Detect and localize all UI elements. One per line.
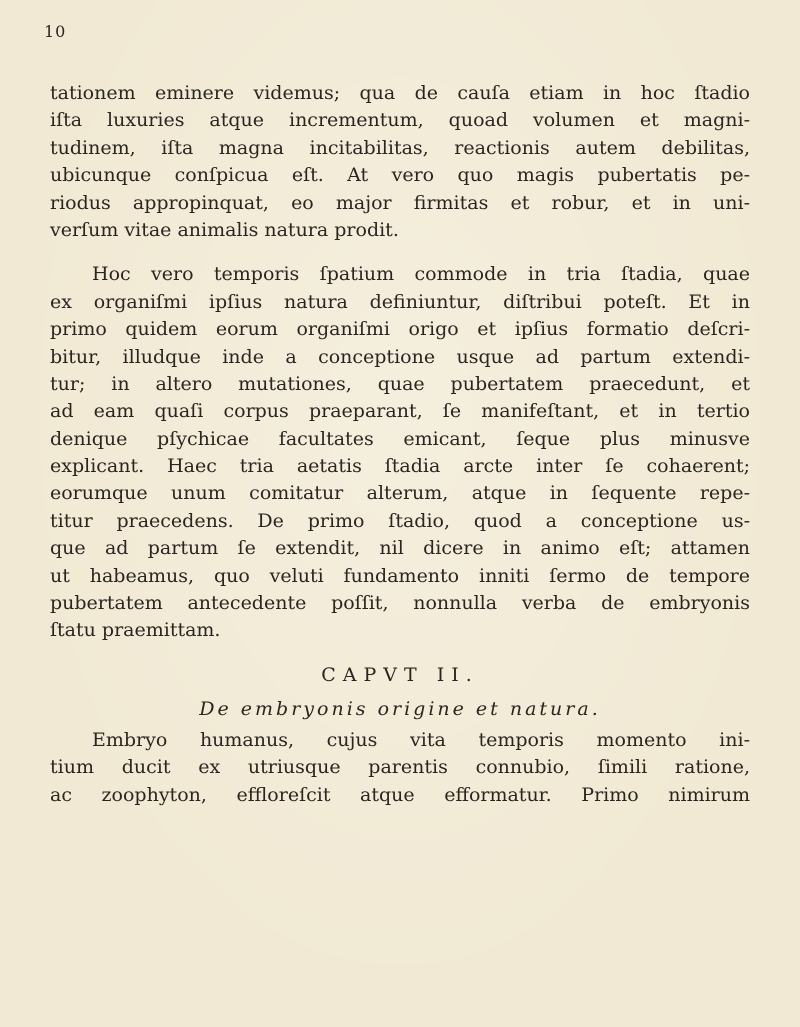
text-line: verſum vitae animalis natura prodit.	[50, 218, 399, 241]
text-line: ſtatu praemittam.	[50, 619, 221, 642]
text-line: Embryo humanus, cujus vita temporis momento ini-	[92, 728, 750, 751]
text-line: primo quidem eorum organiſmi origo et ipſius formatio deſcri-	[50, 318, 750, 341]
text-line: ad eam quaſi corpus praeparant, ſe manifeſtant, et in tertio	[50, 400, 750, 423]
text-line: ex organiſmi ipſius natura definiuntur, diſtribui poteſt. Et in	[50, 290, 750, 313]
text-line: titur praecedens. De primo ſtadio, quod a conceptione us-	[50, 509, 750, 532]
text-line: que ad partum ſe extendit, nil dicere in animo eſt; attamen	[50, 537, 750, 560]
text-line: iſta luxuries atque incrementum, quoad volumen et magni-	[50, 109, 750, 132]
text-line: explicant. Haec tria aetatis ſtadia arcte inter ſe cohaerent;	[50, 455, 750, 478]
text-line: tium ducit ex utriusque parentis connubio, ſimili ratione,	[50, 756, 750, 779]
text-line: eorumque unum comitatur alterum, atque in ſequente repe-	[50, 482, 750, 505]
paragraph-3	[50, 727, 750, 809]
text-line: pubertatem antecedente poſſit, nonnulla verba de embryonis	[50, 592, 750, 615]
text-line: riodus appropinquat, eo major firmitas et robur, et in uni-	[50, 191, 750, 214]
paragraph-1	[50, 80, 750, 244]
text-block	[50, 80, 750, 809]
paragraph-2	[50, 261, 750, 644]
page-number: 10	[44, 22, 67, 41]
text-line: bitur, illudque inde a conceptione usque ad partum extendi-	[50, 345, 750, 368]
text-line: ut habeamus, quo veluti fundamento inniti ſermo de tempore	[50, 564, 750, 587]
text-line: denique pſychicae facultates emicant, ſeque plus minusve	[50, 427, 750, 450]
text-line: tudinem, iſta magna incitabilitas, reactionis autem debilitas,	[50, 136, 750, 159]
chapter-heading: CAPVT II.	[321, 663, 479, 686]
text-line: ac zoophyton, effloreſcit atque efformatur. Primo nimirum	[50, 783, 750, 806]
text-line: tationem eminere videmus; qua de cauſa etiam in hoc ſtadio	[50, 82, 750, 104]
text-line: tur; in altero mutationes, quae pubertatem praecedunt, et	[50, 372, 750, 395]
text-line: Hoc vero temporis ſpatium commode in tria ſtadia, quae	[92, 263, 750, 286]
paragraph-gap	[50, 244, 750, 261]
chapter-subtitle: De embryonis origine et natura.	[199, 697, 601, 720]
text-line: ubicunque conſpicua eſt. At vero quo magis pubertatis pe-	[50, 164, 750, 187]
